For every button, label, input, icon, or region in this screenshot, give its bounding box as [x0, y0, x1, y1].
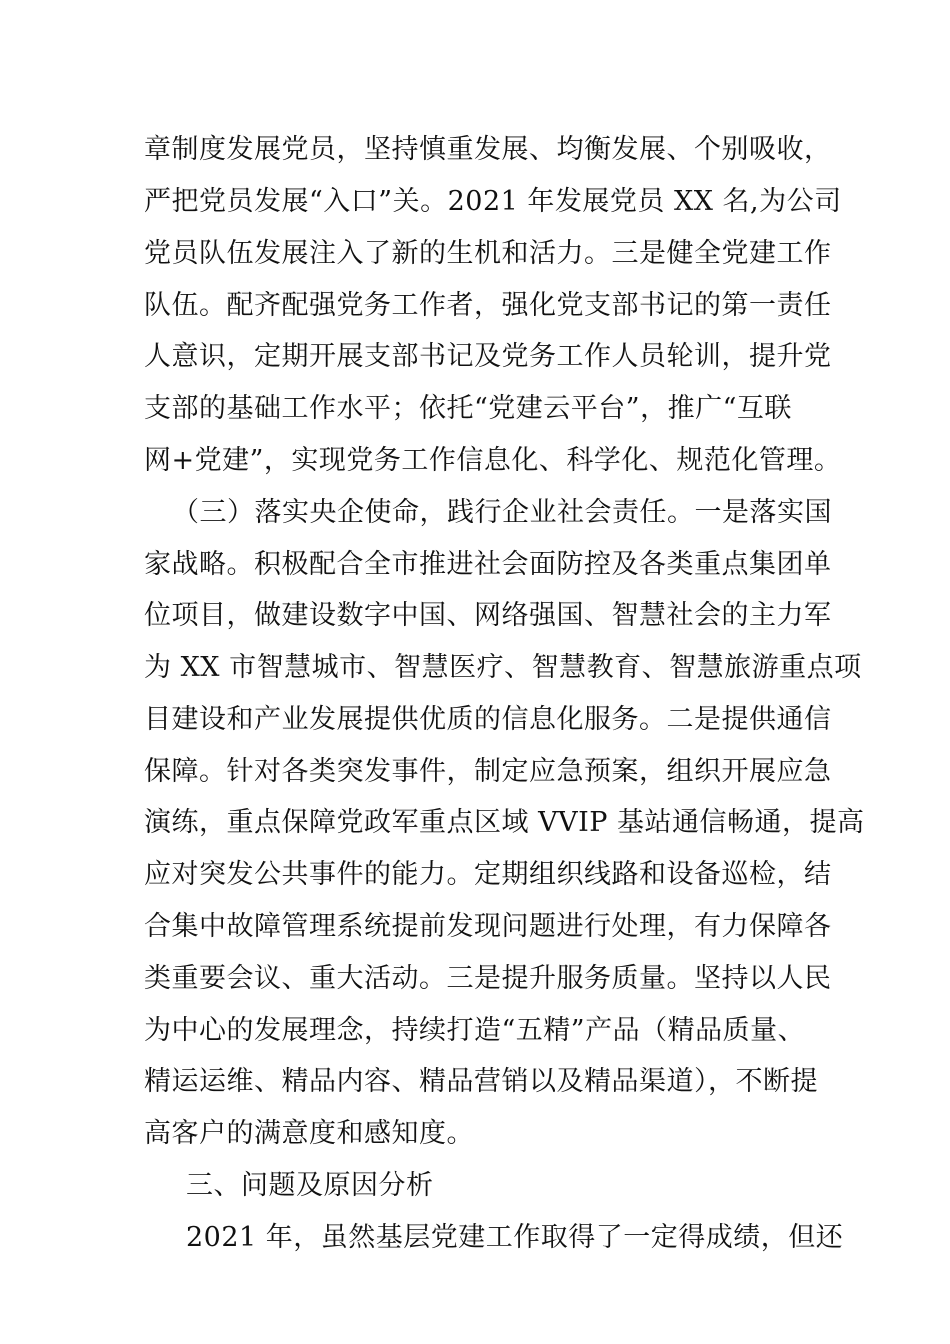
chapter-heading-3: 三、问题及原因分析 — [186, 1170, 434, 1201]
text-line-16: 合集中故障管理系统提前发现问题进行处理，有力保障各 — [144, 911, 832, 942]
text-line-11: 为 XX 市智慧城市、智慧医疗、智慧教育、智慧旅游重点项 — [144, 652, 862, 683]
text-line-15: 应对突发公共事件的能力。定期组织线路和设备巡检，结 — [144, 859, 832, 890]
section-heading-3: （三）落实央企使命，践行企业社会责任。一是落实国 — [172, 497, 832, 528]
text-line-7: 网+党建”，实现党务工作信息化、科学化、规范化管理。 — [144, 445, 842, 476]
text-line-22: 2021 年，虽然基层党建工作取得了一定得成绩，但还 — [186, 1222, 844, 1253]
text-line-1: 章制度发展党员，坚持慎重发展、均衡发展、个别吸收， — [144, 134, 832, 165]
text-line-9: 家战略。积极配合全市推进社会面防控及各类重点集团单 — [144, 549, 832, 580]
text-line-10: 位项目，做建设数字中国、网络强国、智慧社会的主力军 — [144, 600, 832, 631]
text-line-18: 为中心的发展理念，持续打造“五精”产品（精品质量、 — [144, 1015, 806, 1046]
text-line-14: 演练，重点保障党政军重点区域 VVIP 基站通信畅通，提高 — [144, 807, 865, 838]
text-line-6: 支部的基础工作水平；依托“党建云平台”，推广“互联 — [144, 393, 792, 424]
text-line-19: 精运运维、精品内容、精品营销以及精品渠道），不断提 — [144, 1066, 818, 1097]
text-line-12: 目建设和产业发展提供优质的信息化服务。二是提供通信 — [144, 704, 832, 735]
text-line-20: 高客户的满意度和感知度。 — [144, 1118, 474, 1149]
text-line-3: 党员队伍发展注入了新的生机和活力。三是健全党建工作 — [144, 238, 832, 269]
text-line-17: 类重要会议、重大活动。三是提升服务质量。坚持以人民 — [144, 963, 832, 994]
text-line-4: 队伍。配齐配强党务工作者，强化党支部书记的第一责任 — [144, 290, 832, 321]
text-line-2: 严把党员发展“入口”关。2021 年发展党员 XX 名,为公司 — [144, 186, 842, 217]
text-line-5: 人意识，定期开展支部书记及党务工作人员轮训，提升党 — [144, 341, 832, 372]
text-line-13: 保障。针对各类突发事件，制定应急预案，组织开展应急 — [144, 756, 832, 787]
